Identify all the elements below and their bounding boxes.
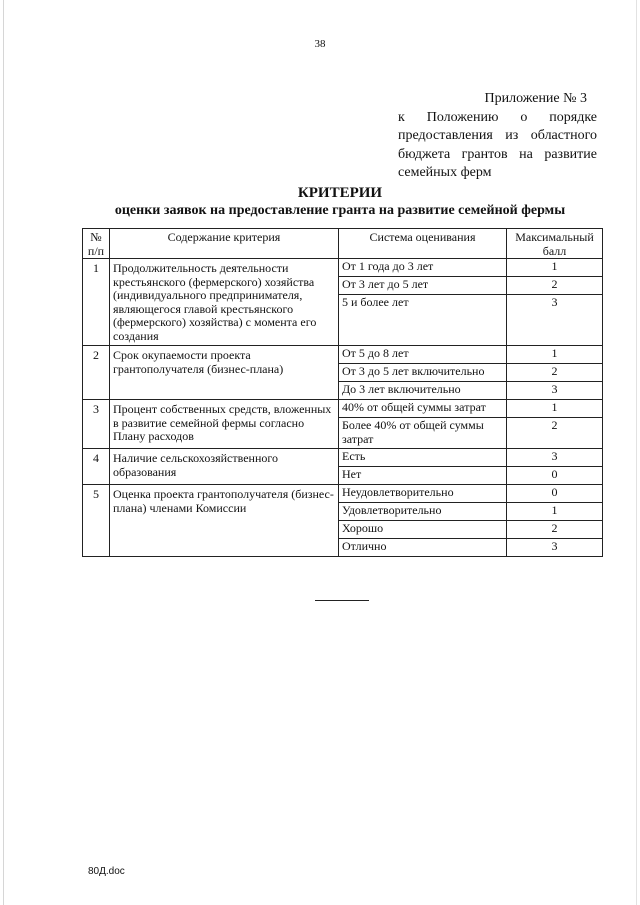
- criterion-number: 3: [83, 400, 110, 449]
- criterion-content: Продолжительность деятельности крестьянского (фермерского) хозяйства (индивидуального предпринимателя, являющегося главой крестьянского (фермерского) хозяйства) с момента его создания: [110, 259, 339, 346]
- appendix-line: семейных ферм: [398, 165, 492, 180]
- scoring-option: До 3 лет включительно: [339, 382, 507, 400]
- scoring-option: От 3 до 5 лет включительно: [339, 364, 507, 382]
- table-row: [83, 346, 603, 364]
- criterion-content: Наличие сельскохозяйственного образования: [110, 449, 339, 485]
- appendix-block: [398, 90, 597, 183]
- file-name-footer: 80Д.doc: [88, 866, 125, 877]
- appendix-line: к Положению о порядке: [398, 109, 597, 125]
- scoring-option: Отлично: [339, 539, 507, 557]
- criterion-number: 2: [83, 346, 110, 400]
- scoring-option: От 5 до 8 лет: [339, 346, 507, 364]
- score-value: 1: [507, 503, 603, 521]
- end-divider-line: [315, 600, 369, 601]
- score-value: 0: [507, 467, 603, 485]
- criterion-number: 4: [83, 449, 110, 485]
- scoring-option: 40% от общей суммы затрат: [339, 400, 507, 418]
- score-value: 0: [507, 485, 603, 503]
- page-number: 38: [314, 38, 326, 50]
- score-value: 3: [507, 382, 603, 400]
- score-value: 2: [507, 277, 603, 295]
- table-row: [83, 259, 603, 277]
- criterion-content: Оценка проекта грантополучателя (бизнес-плана) членами Комиссии: [110, 485, 339, 557]
- table-row: [83, 400, 603, 418]
- header-content: Содержание критерия: [110, 229, 339, 259]
- document-title: КРИТЕРИИ: [297, 185, 383, 201]
- score-value: 3: [507, 449, 603, 467]
- table-header-row: [83, 229, 603, 259]
- scoring-option: Удовлетворительно: [339, 503, 507, 521]
- document-subtitle: оценки заявок на предоставление гранта на развитие семейной фермы: [114, 203, 566, 218]
- scoring-option: От 3 лет до 5 лет: [339, 277, 507, 295]
- criterion-content: Срок окупаемости проекта грантополучателя (бизнес-плана): [110, 346, 339, 400]
- score-value: 2: [507, 521, 603, 539]
- appendix-number: Приложение № 3: [484, 91, 587, 106]
- score-value: 3: [507, 295, 603, 346]
- header-num: № п/п: [83, 229, 110, 259]
- table-row: [83, 485, 603, 503]
- criterion-content: Процент собственных средств, вложенных в развитие семейной фермы согласно Плану расходов: [110, 400, 339, 449]
- scoring-option: Хорошо: [339, 521, 507, 539]
- scoring-option: Неудовлетворительно: [339, 485, 507, 503]
- scoring-option: Нет: [339, 467, 507, 485]
- header-system: Система оценивания: [339, 229, 507, 259]
- score-value: 1: [507, 400, 603, 418]
- score-value: 1: [507, 346, 603, 364]
- scoring-option: Более 40% от общей суммы затрат: [339, 418, 507, 449]
- score-value: 2: [507, 364, 603, 382]
- appendix-line: бюджета грантов на развитие: [398, 146, 597, 162]
- scoring-option: От 1 года до 3 лет: [339, 259, 507, 277]
- scoring-option: 5 и более лет: [339, 295, 507, 346]
- score-value: 3: [507, 539, 603, 557]
- score-value: 2: [507, 418, 603, 449]
- criterion-number: 5: [83, 485, 110, 557]
- score-value: 1: [507, 259, 603, 277]
- scan-edge-right: [636, 0, 637, 905]
- header-max: Максимальный балл: [507, 229, 603, 259]
- scan-edge-left: [3, 0, 4, 905]
- scoring-option: Есть: [339, 449, 507, 467]
- criteria-table: [82, 228, 603, 557]
- appendix-line: предоставления из областного: [398, 128, 597, 143]
- criterion-number: 1: [83, 259, 110, 346]
- table-row: [83, 449, 603, 467]
